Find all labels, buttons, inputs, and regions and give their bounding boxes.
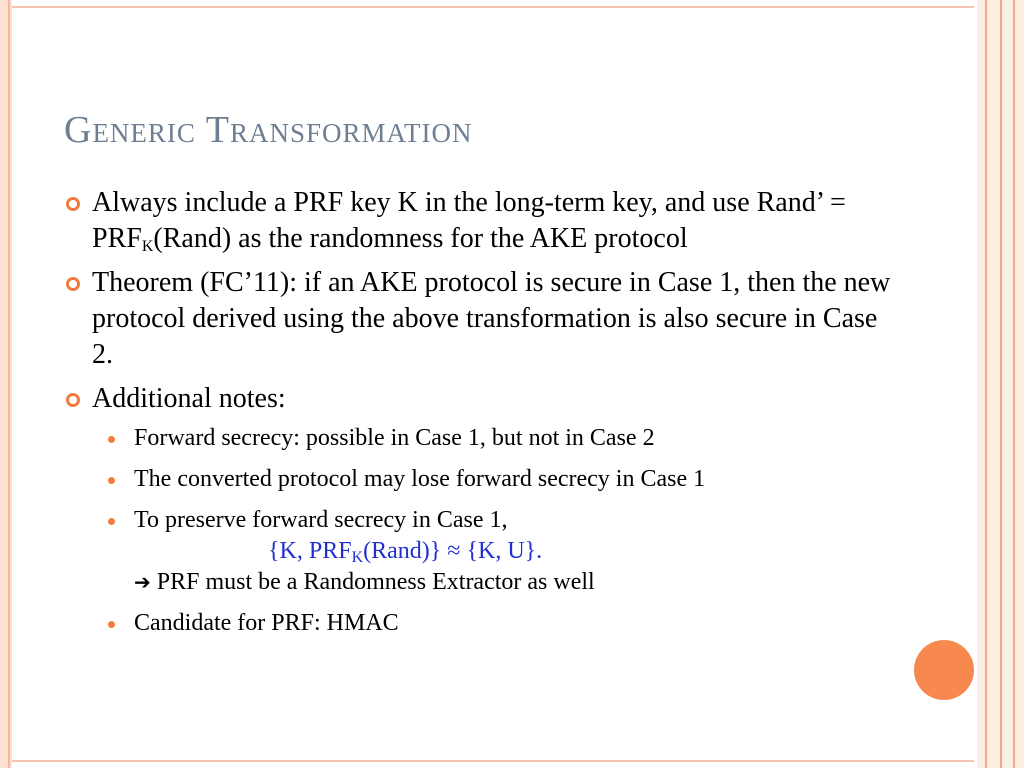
sub-bullet-item [62, 464, 902, 495]
subscript: K [351, 549, 364, 566]
sub-bullet-text: Forward secrecy: possible in Case 1, but not in Case 2 [134, 425, 655, 451]
sub-bullet-text: The converted protocol may lose forward secrecy in Case 1 [134, 466, 706, 492]
bullet-text: Always include a PRF key K in the long-term key, and use Rand’ = PRF [92, 187, 846, 254]
implication-line [134, 567, 902, 598]
decorative-circle [914, 640, 974, 700]
bullet-dot-icon [108, 477, 115, 484]
sub-bullet-item [62, 505, 902, 598]
bullet-ring-icon [66, 197, 80, 211]
bullet-dot-icon [108, 436, 115, 443]
bullet-text: Theorem (FC’11): if an AKE protocol is secure in Case 1, then the new protocol derived using the above transformation is also secure in Case 2. [92, 267, 891, 370]
sub-bullet-item [62, 423, 902, 454]
formula-text: {K, PRF [268, 538, 352, 564]
bullet-dot-icon [108, 621, 115, 628]
bullet-dot-icon [108, 518, 115, 525]
bottom-border-rule [12, 760, 974, 762]
bullet-ring-icon [66, 277, 80, 291]
bullet-item [62, 265, 902, 373]
sub-bullet-item [62, 608, 902, 639]
sub-bullet-text: PRF must be a Randomness Extractor as well [156, 569, 595, 595]
slide-title: Generic Transformation [64, 109, 473, 151]
bullet-ring-icon [66, 393, 80, 407]
arrow-right-icon: ➔ [134, 570, 151, 594]
bullet-text: (Rand) as the randomness for the AKE protocol [153, 223, 688, 254]
formula-text: (Rand)} ≈ {K, U}. [363, 538, 543, 564]
right-border-line [1013, 0, 1015, 768]
bullet-text: Additional notes: [92, 383, 286, 414]
bullet-item [62, 381, 902, 417]
top-border-rule [12, 6, 974, 8]
right-border-line [985, 0, 987, 768]
subscript: K [141, 238, 154, 255]
sub-bullet-text: Candidate for PRF: HMAC [134, 610, 399, 636]
sub-bullet-text: To preserve forward secrecy in Case 1, [134, 507, 508, 533]
bullet-item [62, 185, 902, 257]
right-border-line [1000, 0, 1002, 768]
slide-content [62, 185, 902, 649]
formula [134, 536, 902, 567]
left-border-stripe [0, 0, 12, 768]
